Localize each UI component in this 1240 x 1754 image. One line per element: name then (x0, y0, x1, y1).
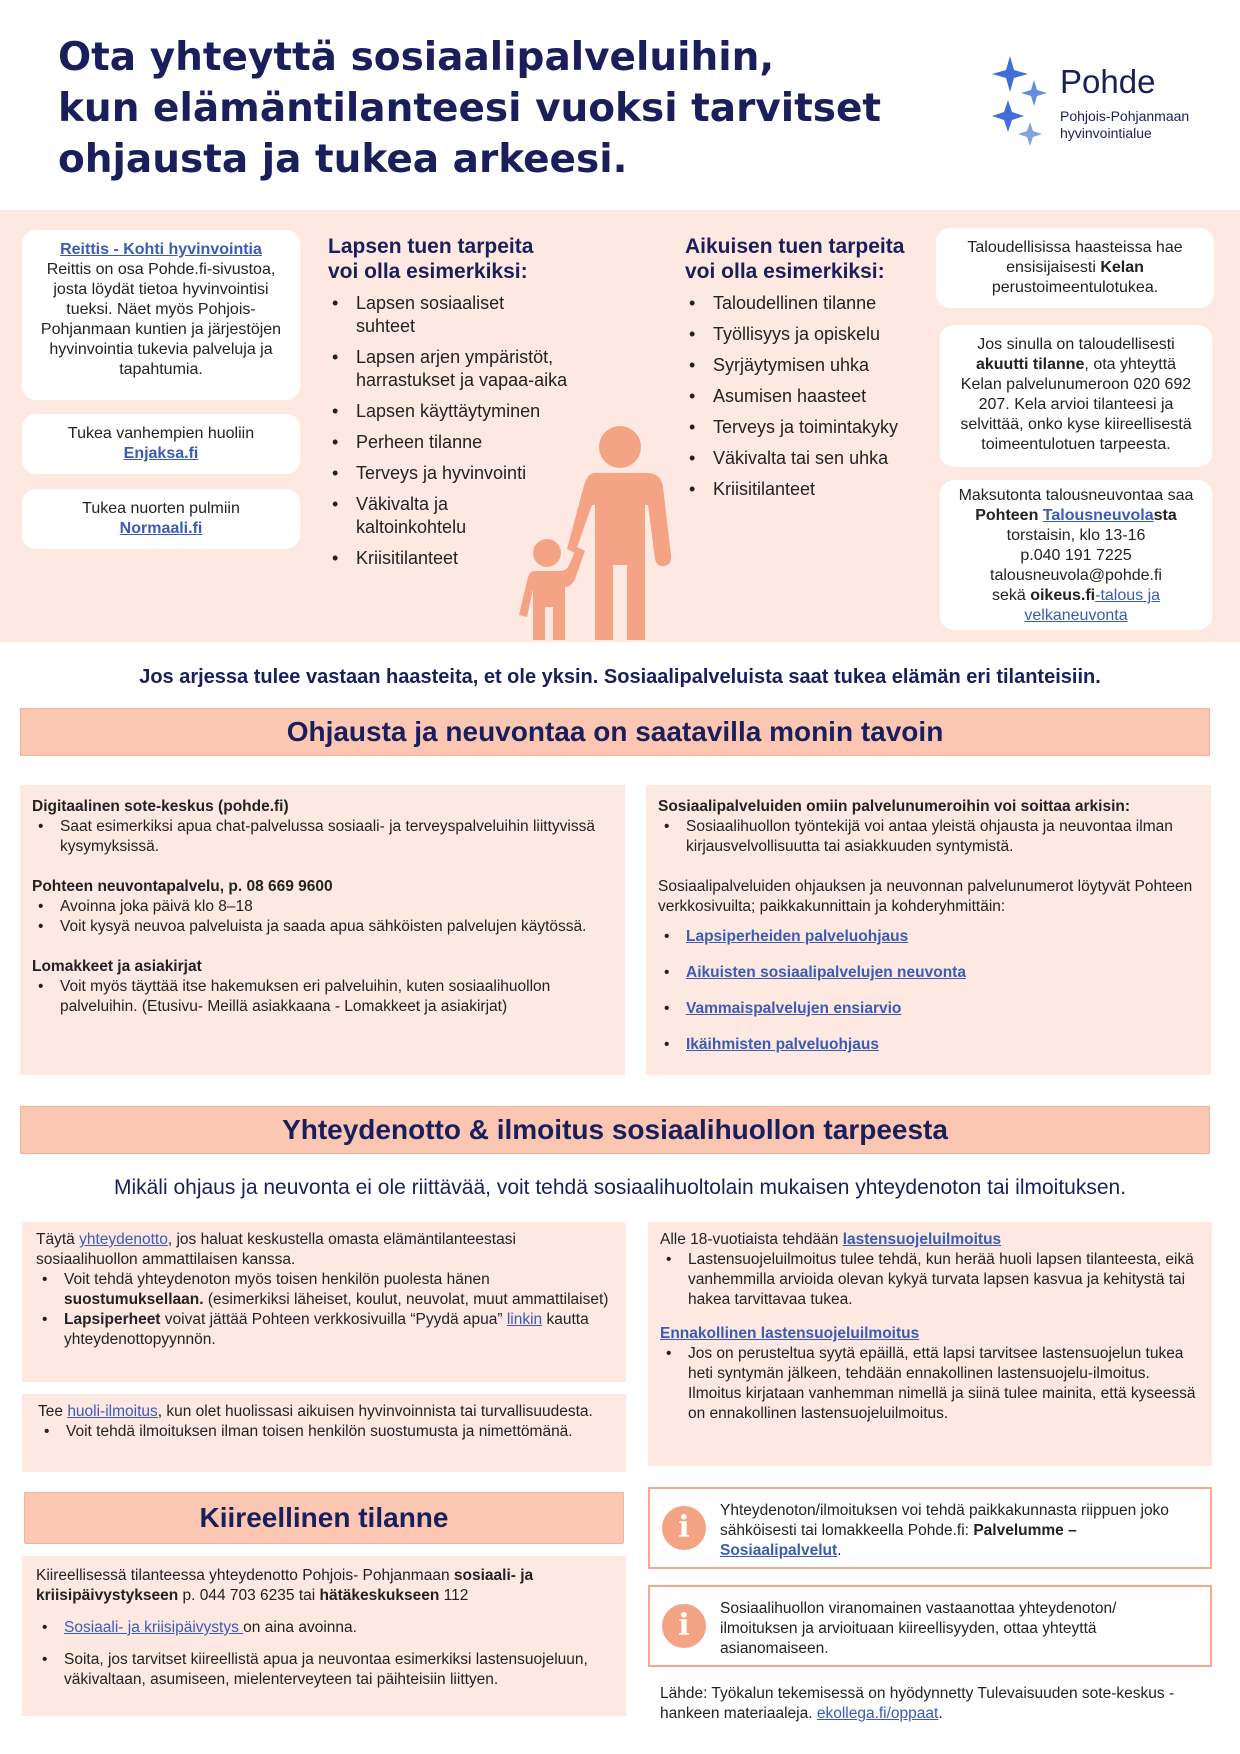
oikeus-name: oikeus.fi (1030, 587, 1096, 604)
urgent-bold-2: hätäkeskukseen (319, 1587, 440, 1604)
contact-subtitle: Mikäli ohjaus ja neuvonta ei ole riittävää, voit tehdä sosiaalihuoltolain mukaisen yhteydenoton tai ilmoituksen. (113, 1176, 1127, 1199)
lapsiperheet-link[interactable]: Lapsiperheiden palveluohjaus (686, 928, 909, 945)
list-item (658, 927, 1199, 947)
list-item: • Voit myös täyttää itse hakemuksen eri palveluihin, kuten sosiaalihuollon palveluihin. (Etusivu- Meillä asiakkaana - Lomakkeet ja asiakirjat) (32, 977, 613, 1017)
list-item: • Avoinna joka päivä klo 8–18 (32, 897, 613, 917)
list-item: • Saat esimerkiksi apua chat-palvelussa sosiaali- ja terveyspalveluihin liittyvissä kysymyksissä. (32, 817, 613, 857)
info1-end: . (837, 1542, 842, 1559)
list-item: • Kriisitilanteet (685, 478, 935, 501)
urgent-box (22, 1556, 626, 1716)
reittis-box (22, 230, 300, 400)
child-protection-box (648, 1222, 1212, 1466)
box1-item1-pre: Voit tehdä yhteydenoton myös toisen henkilön puolesta hänen (64, 1271, 490, 1288)
enjaksa-box (22, 414, 300, 474)
list-item: • Soita, jos tarvitset kiireellistä apua ja neuvontaa esimerkiksi lastensuojeluun, väkivaltaan, asumiseen, mielenterveyteen tai päihteisiin liittyen. (36, 1650, 612, 1690)
list-item: • Terveys ja hyvinvointi (328, 462, 598, 485)
debt-email: talousneuvola@pohde.fi (990, 567, 1162, 584)
box1-item2-post: kautta yhteydenottopyynnön. (64, 1311, 589, 1348)
info-box-1 (648, 1487, 1212, 1569)
huoli-ilmoitus-link[interactable]: huoli-ilmoitus (67, 1403, 158, 1420)
guidance-right-box (646, 785, 1211, 1075)
normaali-box (22, 489, 300, 549)
box2-post: , kun olet huolissasi aikuisen hyvinvoinnista tai turvallisuudesta. (157, 1403, 593, 1420)
kela-text-post: perustoimeentulotukea. (991, 279, 1159, 296)
neuvonta-title: Pohteen neuvontapalvelu, p. 08 669 9600 (32, 878, 333, 895)
list-item: • Voit tehdä ilmoituksen ilman toisen henkilön suostumusta ja nimettömänä. (38, 1422, 610, 1442)
debt-line-1: Maksutonta talousneuvontaa saa (958, 487, 1194, 504)
debt-line6-pre: sekä (991, 587, 1031, 604)
acute-bold: akuutti tilanne (975, 356, 1085, 373)
title-line-1: Ota yhteyttä sosiaalipalveluihin, (58, 35, 775, 80)
list-item: • Lapsen sosiaaliset suhteet (328, 292, 518, 338)
pohde-logo-mark-icon (990, 56, 1052, 152)
service-numbers-title: Sosiaalipalveluiden omiin palvelunumeroihin voi soittaa arkisin: (658, 798, 1131, 815)
box1-post: , jos haluat keskustella omasta elämäntilanteestasi sosiaalihuollon ammattilaisen kanssa. (36, 1231, 516, 1268)
urgent-mid: p. 044 703 6235 tai (178, 1587, 320, 1604)
list-item: • Väkivalta tai sen uhka (685, 447, 935, 470)
debt-phone: p.040 191 7225 (1020, 547, 1132, 564)
parent-child-figure (515, 425, 675, 640)
ikaihmiset-link[interactable]: Ikäihmisten palveluohjaus (686, 1036, 879, 1053)
list-item: • Kriisitilanteet (328, 547, 598, 570)
guidance-heading: Ohjausta ja neuvontaa on saatavilla monin tavoin (20, 708, 1210, 756)
child-title-1: Lapsen tuen tarpeita (328, 235, 534, 258)
list-item: • Syrjäytymisen uhka (685, 354, 935, 377)
box1-item1-post: (esimerkiksi läheiset, koulut, neuvolat, muut ammattilaiset) (203, 1291, 609, 1308)
pyyda-apua-link[interactable]: linkin (506, 1311, 543, 1328)
list-item: • Lapsen käyttäytyminen (328, 400, 598, 423)
box2-pre: Tee (38, 1403, 68, 1420)
acute-text-post: , ota yhteyttä Kelan palvelunumeroon 020 692 207. Kela arvioi tilanteesi ja selvittää, onko kyse kiireellisestä toimeentulotuen tarpeesta. (960, 356, 1192, 453)
enjaksa-link[interactable]: Enjaksa.fi (123, 445, 199, 462)
acute-text-pre: Jos sinulla on taloudellisesti (977, 336, 1175, 353)
urgent-item1-post: on aina avoinna. (243, 1619, 357, 1636)
ennakollinen-link[interactable]: Ennakollinen lastensuojeluilmoitus (660, 1325, 920, 1342)
service-numbers-para: Sosiaalipalveluiden ohjauksen ja neuvonnan palvelunumerot löytyvät Pohteen verkkosivuilta; paikkakunnittain ja kohderyhmittäin: (658, 878, 1193, 915)
box1-item2-bold: Lapsiperheet (64, 1311, 161, 1328)
normaali-text: Tukea nuorten pulmiin (82, 500, 240, 517)
yhteydenotto-link[interactable]: yhteydenotto (79, 1231, 168, 1248)
box1-item1-bold: suostumuksellaan. (64, 1291, 204, 1308)
title-line-2: kun elämäntilanteesi vuoksi tarvitset (58, 86, 882, 131)
kela-text-pre: Taloudellisissa haasteissa hae ensisijaisesti (967, 239, 1183, 276)
info-box-2 (648, 1585, 1212, 1667)
source-pre: Lähde: Työkalun tekemisessä on hyödynnetty Tulevaisuuden sote-keskus -hankeen materiaaleja. (660, 1685, 1175, 1722)
pohde-logo[interactable] (990, 56, 1210, 156)
talousneuvola-link[interactable]: Talousneuvola (1042, 507, 1154, 524)
list-item: • Perheen tilanne (328, 431, 598, 454)
ekollega-link[interactable]: ekollega.fi/oppaat (816, 1705, 939, 1722)
info2-text: Sosiaalihuollon viranomainen vastaanottaa yhteydenoton/ ilmoituksen ja arvioituaan kiireellisyyden, ottaa yhteyttä asianomaiseen. (720, 1600, 1117, 1657)
kela-box (936, 228, 1214, 308)
urgent-heading: Kiireellinen tilanne (24, 1492, 624, 1544)
logo-sub-1: Pohjois-Pohjanmaan (1060, 108, 1190, 124)
info-icon: i (662, 1506, 706, 1550)
logo-name: Pohde (1060, 63, 1156, 100)
box3-pre: Alle 18-vuotiaista tehdään (660, 1231, 843, 1248)
kela-name: Kelan (1100, 259, 1144, 276)
list-item: • Sosiaalihuollon työntekijä voi antaa yleistä ohjausta ja neuvontaa ilman kirjausvelvollisuutta tai asiakkuuden syntymistä. (658, 817, 1199, 857)
adult-title-2: voi olla esimerkiksi: (685, 260, 885, 283)
logo-sub-2: hyvinvointialue (1060, 125, 1152, 141)
list-item (658, 1035, 1199, 1055)
concern-report-box (22, 1394, 626, 1472)
forms-title: Lomakkeet ja asiakirjat (32, 958, 202, 975)
vammaispalvelut-link[interactable]: Vammaispalvelujen ensiarvio (686, 1000, 902, 1017)
source-note (660, 1684, 1212, 1724)
acute-box (940, 325, 1212, 467)
list-item: • Jos on perusteltua syytä epäillä, että lapsi tarvitsee lastensuojelun tukea heti syntymän jälkeen, tehdään ennakollinen lastensuojelu-ilmoitus. Ilmoitus kirjataan vanhemman nimellä ja siinä tulee mainita, että kyseessä on ennakollinen lastensuojeluilmoitus. (660, 1344, 1200, 1424)
list-item: • Työllisyys ja opiskelu (685, 323, 935, 346)
list-item (658, 963, 1199, 983)
lastensuojeluilmoitus-link[interactable]: lastensuojeluilmoitus (842, 1231, 1002, 1248)
debt-advice-box (940, 480, 1212, 630)
list-item: • Lapsen arjen ympäristöt, harrastukset ja vapaa-aika (328, 346, 578, 392)
urgent-pre: Kiireellisessä tilanteessa yhteydenotto Pohjois- Pohjanmaan (36, 1567, 454, 1584)
urgent-bold-1: sosiaali- ja kriisipäivystykseen (36, 1567, 534, 1604)
box1-pre: Täytä (36, 1231, 80, 1248)
list-item (36, 1310, 612, 1350)
list-item: • Väkivalta ja kaltoinkohtelu (328, 493, 488, 539)
child-title-2: voi olla esimerkiksi: (328, 260, 528, 283)
list-item: • Voit kysyä neuvoa palveluista ja saada apua sähköisten palvelujen käytössä. (32, 917, 613, 937)
enjaksa-text: Tukea vanhempien huoliin (67, 425, 255, 442)
debt-hours: torstaisin, klo 13-16 (1006, 527, 1146, 544)
child-needs-title (328, 234, 598, 284)
reittis-text: Reittis on osa Pohde.fi-sivustoa, josta löydät tietoa hyvinvointisi tueksi. Näet myös Pohjois-Pohjanmaan kuntien ja järjestöjen hyvinvointia tukevia palveluja ja tapahtumia. (40, 261, 282, 378)
list-item: • Asumisen haasteet (685, 385, 935, 408)
guidance-left-box (20, 785, 625, 1075)
adult-needs-title (685, 234, 935, 284)
contact-request-box (22, 1222, 626, 1382)
info1-bold: Palvelumme – (973, 1522, 1077, 1539)
adult-needs-list (685, 292, 935, 501)
reittis-link[interactable]: Reittis - Kohti hyvinvointia (60, 241, 262, 258)
debt-suffix: sta (1153, 507, 1177, 524)
title-line-3: ohjausta ja tukea arkeesi. (58, 137, 628, 182)
velkaneuvonta-link[interactable]: -talous ja velkaneuvonta (1024, 587, 1161, 624)
tagline: Jos arjessa tulee vastaan haasteita, et ole yksin. Sosiaalipalveluista saat tukea elämän eri tilanteisiin. (139, 666, 1101, 688)
list-item (36, 1618, 612, 1638)
info-icon: i (662, 1604, 706, 1648)
list-item: • Terveys ja toimintakyky (685, 416, 935, 439)
list-item: • Taloudellinen tilanne (685, 292, 935, 315)
urgent-post: 112 (439, 1587, 469, 1604)
normaali-link[interactable]: Normaali.fi (119, 520, 203, 537)
aikuiset-link[interactable]: Aikuisten sosiaalipalvelujen neuvonta (686, 964, 966, 981)
kriisipaivystys-link[interactable]: Sosiaali- ja kriisipäivystys (64, 1619, 244, 1636)
sosiaalipalvelut-link[interactable]: Sosiaalipalvelut (720, 1542, 838, 1559)
page-title (58, 32, 958, 185)
debt-pohteen: Pohteen (975, 507, 1043, 524)
list-item (36, 1270, 612, 1310)
list-item: • Lastensuojeluilmoitus tulee tehdä, kun herää huoli lapsen tilanteesta, eikä vanhemmilla arvioida olevan kykyä turvata lapsen kasvua ja kehitystä tai hakea tarvittavaa tukea. (660, 1250, 1200, 1310)
adult-needs (685, 234, 935, 501)
source-post: . (938, 1705, 943, 1722)
contact-heading: Yhteydenotto & ilmoitus sosiaalihuollon tarpeesta (20, 1106, 1210, 1154)
box1-item2-pre: voivat jättää Pohteen verkkosivuilla “Pyydä apua” (160, 1311, 507, 1328)
info1-pre: Yhteydenoton/ilmoituksen voi tehdä paikkakunnasta riippuen joko sähköisesti tai lomakkeella Pohde.fi: (720, 1502, 1169, 1539)
list-item (658, 999, 1199, 1019)
adult-title-1: Aikuisen tuen tarpeita (685, 235, 905, 258)
digi-title: Digitaalinen sote-keskus (pohde.fi) (32, 798, 289, 815)
